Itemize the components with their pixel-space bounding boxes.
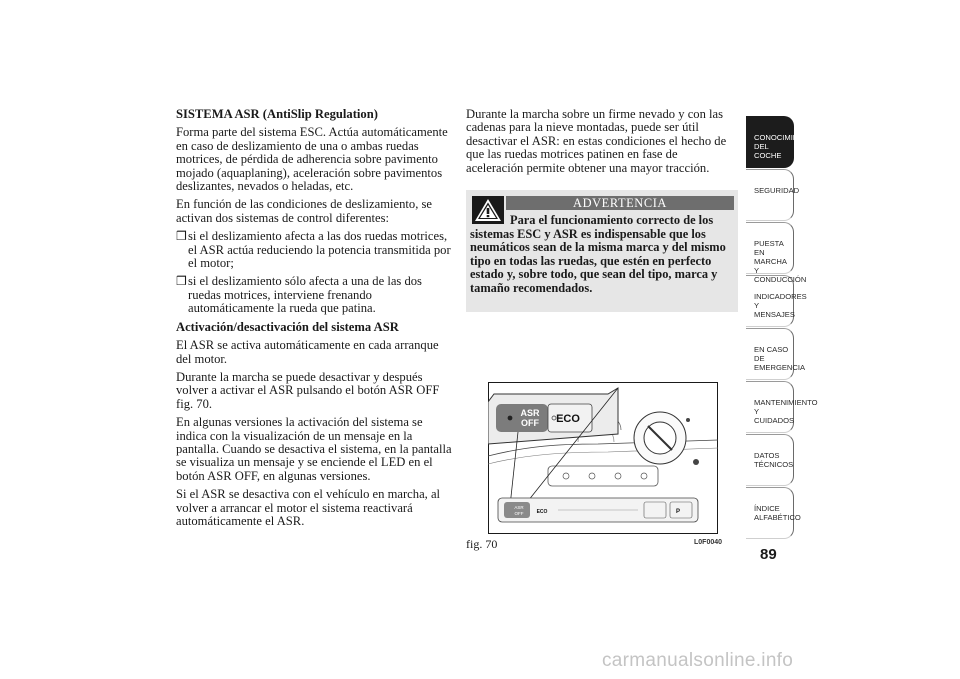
tab-indice-alfabetico[interactable]: ÍNDICE ALFABÉTICO [746,487,794,539]
intro-paragraph: Forma parte del sistema ESC. Actúa automáticamente en caso de deslizamiento de una o ambas ruedas motrices, de pérdida de adherencia sobre pavimento mojado (aquaplaning), aceleración sobre pavimentos deslizantes, nevados o heladas, etc. [176,125,448,194]
park-assist-label: P [675,509,681,515]
tab-conocimiento-del-coche[interactable]: CONOCIMIENTO DEL COCHE [746,116,794,168]
right-column [466,108,738,180]
display-paragraph: En algunas versiones la activación del sistema se indica con la visualización de un mensaje en la pantalla. Cuando se desactiva el sistema, en la pantalla se visualiza un mensaje y se enciende el LED en el botón ASR OFF, en algunas versiones. [176,415,452,483]
conditions-paragraph: En función de las condiciones de deslizamiento, se activan dos sistemas de control diferentes: [176,197,432,225]
reactivation-paragraph: Si el ASR se desactiva con el vehículo en marcha, al volver a arrancar el motor el sistema reactivará automáticamente el ASR. [176,487,441,528]
small-off-label: OFF [514,511,524,516]
tab-puesta-en-marcha[interactable]: PUESTA EN MARCHA Y CONDUCCIÓN [746,222,794,274]
asr-button-label: ASR [520,408,540,418]
tab-en-caso-de-emergencia[interactable]: EN CASO DE EMERGENCIA [746,328,794,380]
small-eco-label: ECO [536,509,548,515]
list-item: ❒ si el deslizamiento sólo afecta a una de las dos ruedas motrices, interviene frenando automáticamente la rueda que patina. [176,274,422,316]
small-asr-label: ASR [514,505,524,510]
activation-paragraph: El ASR se activa automáticamente en cada arranque del motor. [176,338,439,366]
warning-text: Para el funcionamiento correcto de los sistemas ESC y ASR es indispensable que los neumáticos sean de la misma marca y del mismo tipo en todas las ruedas, que estén en perfecto estado y, sobre todo, que sean del tipo, marca y tamaño recomendados. [470,213,726,295]
left-column [176,108,452,533]
snow-paragraph: Durante la marcha sobre un firme nevado y con las cadenas para la nieve montadas, puede ser útil desactivar el ASR: en estas condiciones el hecho de que las ruedas motrices patinen en fase de aceleración permite obtener una mayor tracción. [466,107,727,175]
warning-title: ADVERTENCIA [506,196,734,210]
subsection-heading: Activación/desactivación del sistema ASR [176,319,399,334]
figure-caption: fig. 70 [466,537,498,551]
chapter-tabs [746,116,818,540]
warning-box [466,190,738,312]
figure-code: L0F0040 [694,539,723,546]
eco-button-label: ECO [556,413,580,425]
dashboard-illustration [488,382,718,534]
list-item: ❒ si el deslizamiento afecta a las dos ruedas motrices, el ASR actúa reduciendo la potencia transmitida por el motor; [176,229,451,271]
tab-seguridad[interactable]: SEGURIDAD [746,169,794,221]
tab-indicadores-y-mensajes[interactable]: INDICADORES Y MENSAJES [746,275,794,327]
tab-datos-tecnicos[interactable]: DATOS TÉCNICOS [746,434,794,486]
page-number: 89 [760,546,777,563]
checkbox-bullet-icon: ❒ [176,274,187,289]
deactivation-paragraph: Durante la marcha se puede desactivar y después volver a activar el ASR pulsando el botón ASR OFF fig. 70. [176,369,440,411]
off-button-label: OFF [521,418,539,428]
checkbox-bullet-icon: ❒ [176,229,187,244]
watermark: carmanualsonline.info [602,650,794,671]
tab-mantenimiento-y-cuidados[interactable]: MANTENIMIENTO Y CUIDADOS [746,381,794,433]
section-heading: SISTEMA ASR (AntiSlip Regulation) [176,107,378,121]
